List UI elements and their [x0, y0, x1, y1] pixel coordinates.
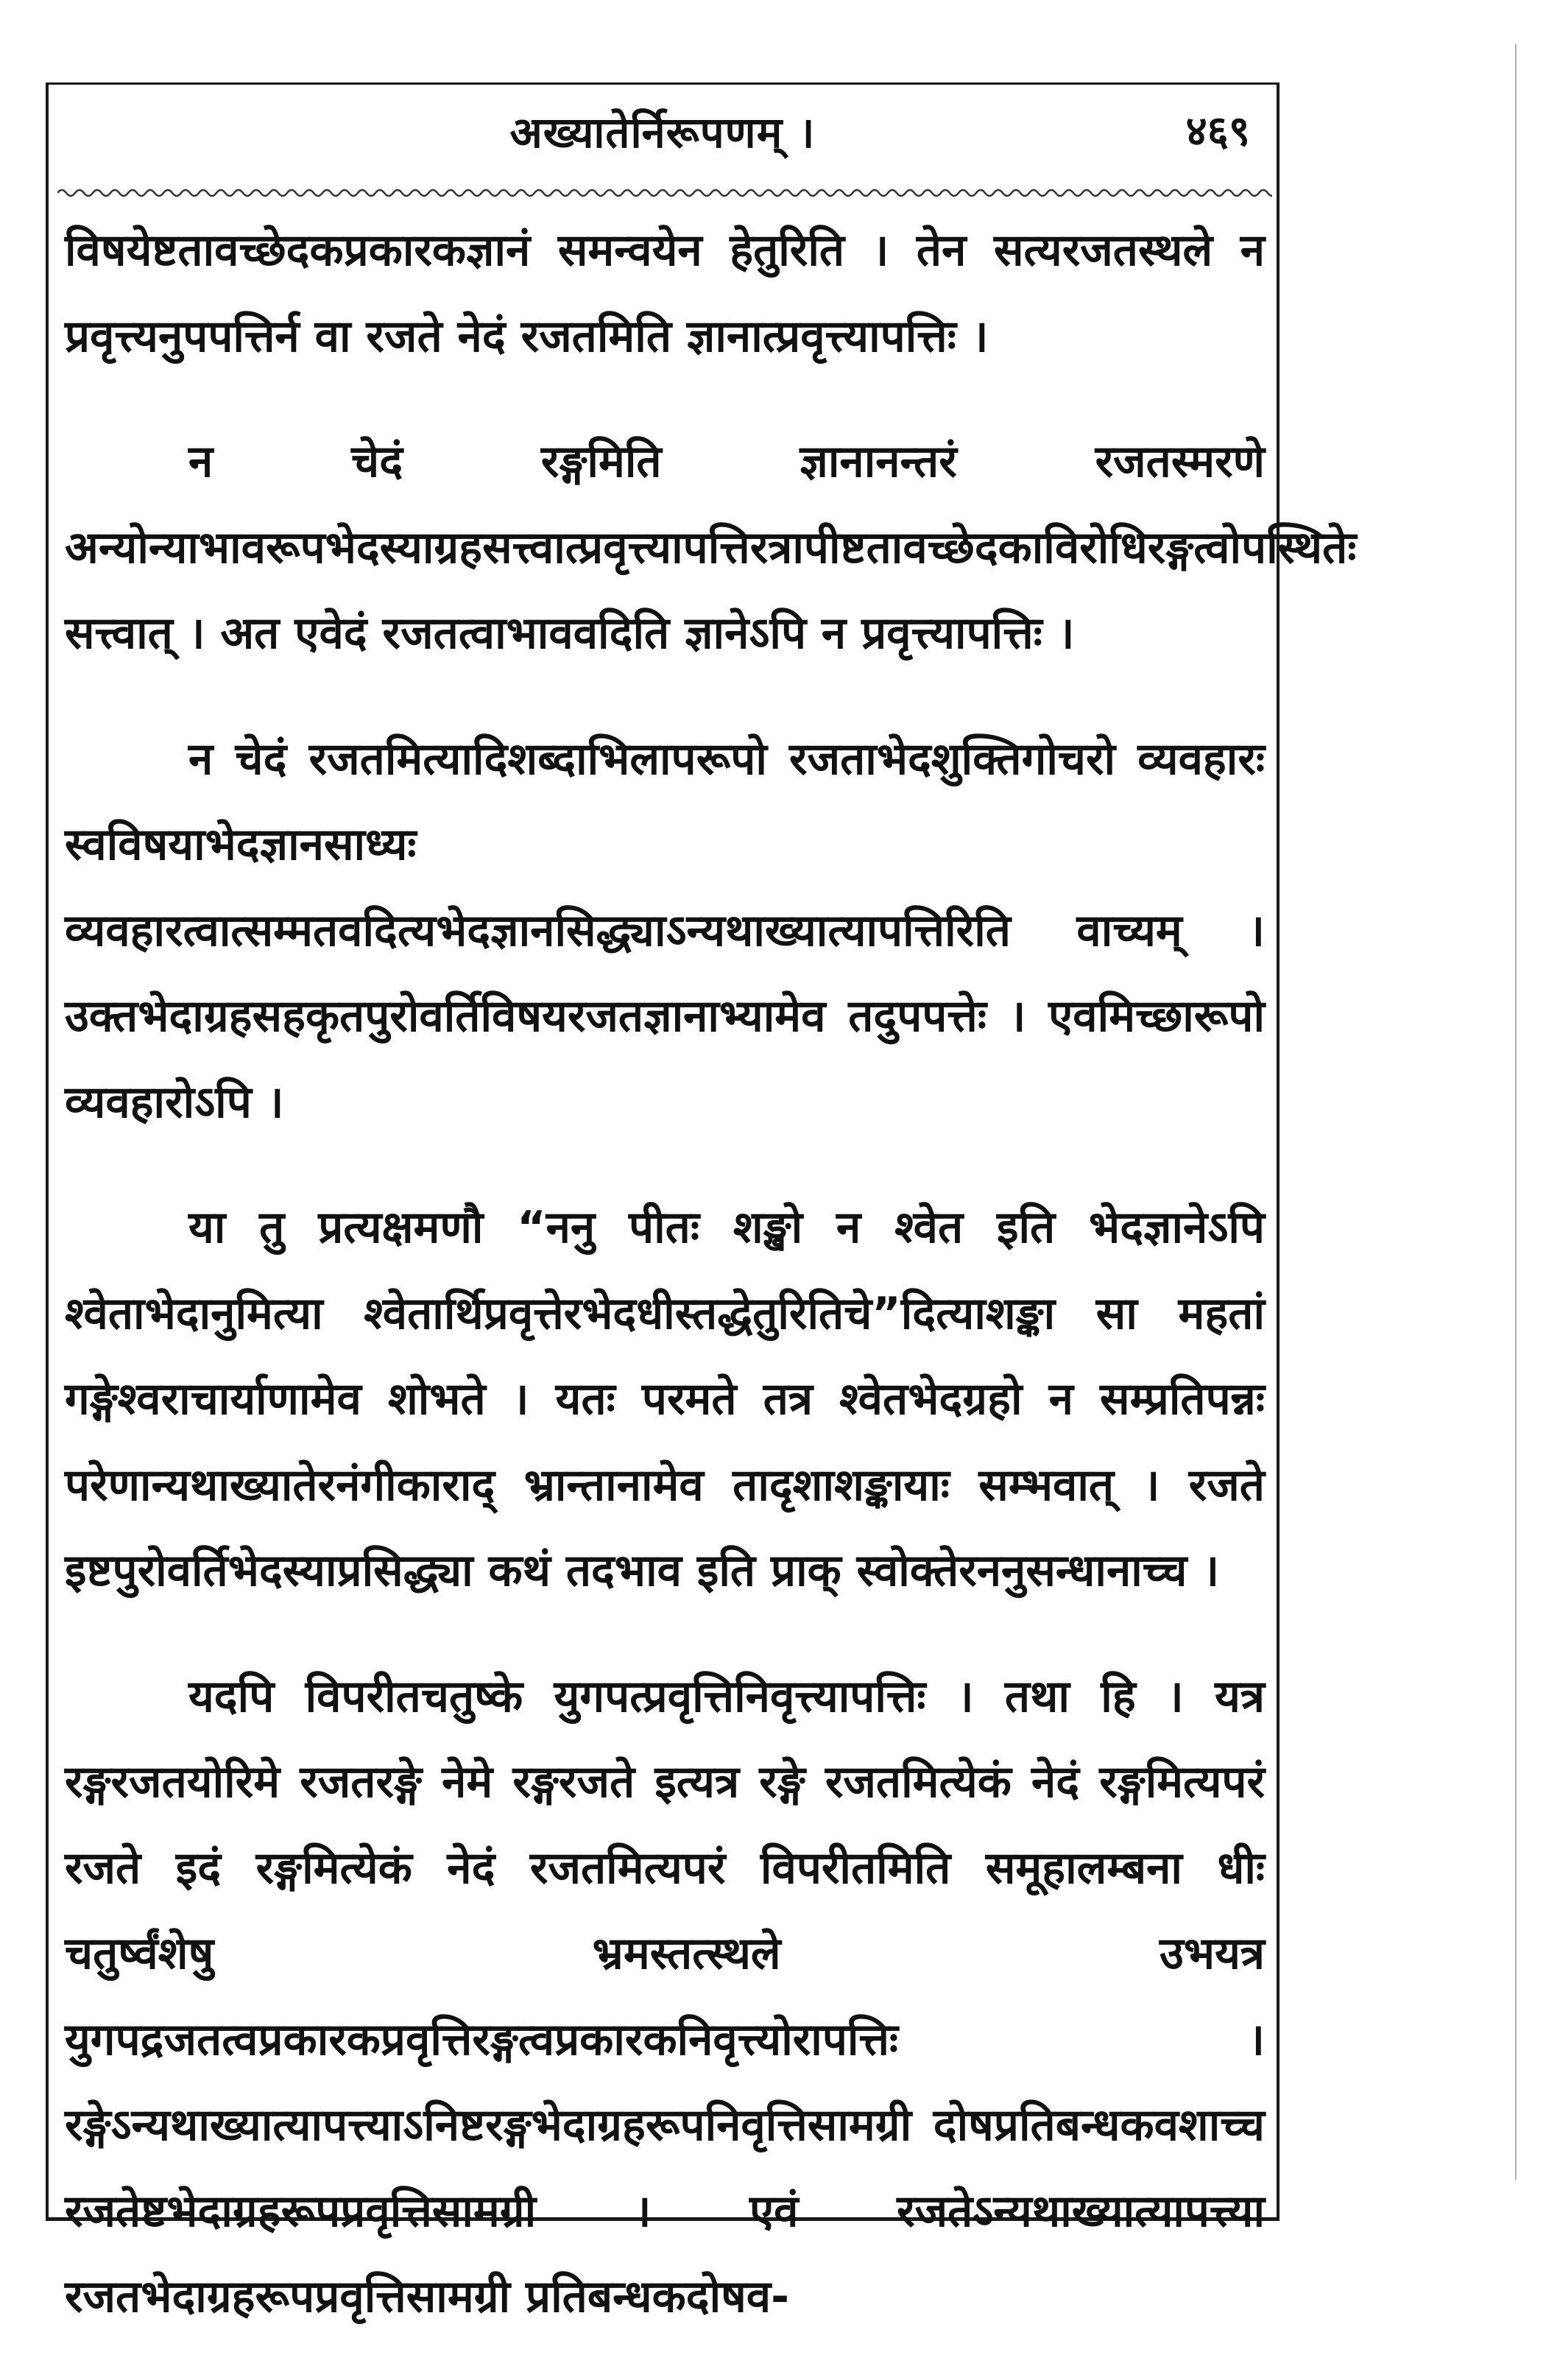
- paragraph-2: न चेदं रङ्गमिति ज्ञानानन्तरं रजतस्मरणे अन्योन्याभावरूपभेदस्याग्रहसत्त्वात्प्रवृत्त्यापत्तिरत्रापीष्टतावच्छेदकाविरोधिरङ्गत्वोपस्थितेः सत्त्वात् । अत एवेदं रजतत्वाभाववदिति ज्ञानेऽपि न प्रवृत्त्यापत्तिः ।: [65, 436, 1357, 659]
- page-number: ४६९: [1185, 108, 1250, 155]
- running-title: अख्यातेर्निरूपणम् ।: [509, 108, 816, 158]
- paragraph-5: यदपि विपरीतचतुष्के युगपत्प्रवृत्तिनिवृत्त्यापत्तिः । तथा हि । यत्र रङ्गरजतयोरिमे रजतरङ्गे नेमे रङ्गरजते इत्यत्र रङ्गे रजतमित्येकं नेदं रङ्गमित्यपरं रजते इदं रङ्गमित्येकं नेदं रजतमित्यपरं विपरीतमिति समूहालम्बना धीः चतुर्ष्वंशेषु भ्रमस्तत्स्थले उभयत्र युगपद्रजतत्वप्रकारकप्रवृत्तिरङ्गत्वप्रकारकनिवृत्त्योरापत्तिः । रङ्गेऽन्यथाख्यात्यापत्त्याऽनिष्टरङ्गभेदाग्रहरूपनिवृत्तिसामग्री दोषप्रतिबन्धकवशाच्च रजतेष्टभेदाग्रहरूपप्रवृत्तिसामग्री । एवं रजतेऽन्यथाख्यात्यापत्त्या रजतभेदाग्रहरूपप्रवृत्तिसामग्री प्रतिबन्धकदोषव-: [65, 1670, 1265, 2323]
- paragraph-3: न चेदं रजतमित्यादिशब्दाभिलापरूपो रजताभेदशुक्तिगोचरो व्यवहारः स्वविषयाभेदज्ञानसाध्यः व्यवहारत्वात्सम्मतवदित्यभेदज्ञानसिद्ध्याऽन्यथाख्यात्यापत्तिरिति वाच्यम् । उक्तभेदाग्रहसहकृतपुरोवर्तिविषयरजतज्ञानाभ्यामेव तदुपपत्तेः । एवमिच्छारूपो व्यवहारोऽपि ।: [65, 733, 1265, 1128]
- page-header: [46, 102, 1279, 168]
- paragraph-1: विषयेष्टतावच्छेदकप्रकारकज्ञानं समन्वयेन हेतुरिति । तेन सत्यरजतस्थले न प्रवृत्त्यनुपपत्तिर्न वा रजते नेदं रजतमिति ज्ञानात्प्रवृत्त्यापत्तिः ।: [65, 225, 1265, 362]
- paragraph-4: या तु प्रत्यक्षमणौ “ननु पीतः शङ्खो न श्वेत इति भेदज्ञानेऽपि श्वेताभेदानुमित्या श्वेतार्थिप्रवृत्तेरभेदधीस्तद्धेतुरितिचे”दित्याशङ्का सा महतां गङ्गेश्वराचार्याणामेव शोभते । यतः परमते तत्र श्वेतभेदग्रहो न सम्प्रतिपन्नः परेणान्यथाख्यातेरनंगीकाराद् भ्रान्तानामेव तादृशाशङ्कायाः सम्भवात् । रजते इष्टपुरोवर्तिभेदस्याप्रसिद्ध्या कथं तदभाव इति प्राक् स्वोक्तेरननुसन्धानाच्च ।: [65, 1202, 1265, 1596]
- body-text: [65, 208, 1357, 2380]
- header-wavy-rule: [57, 186, 1272, 200]
- scan-edge-mark: [1515, 44, 1517, 2180]
